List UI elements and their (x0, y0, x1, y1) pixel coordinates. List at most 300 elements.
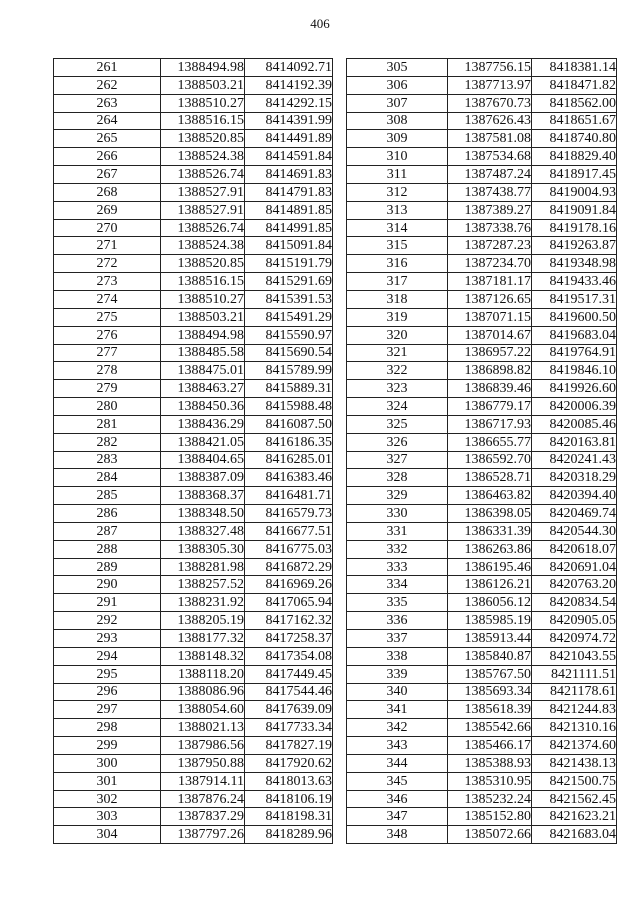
table-row (54, 754, 333, 772)
page-number: 406 (310, 16, 330, 31)
point-number-cell: 345 (347, 772, 448, 790)
x-coordinate-cell: 1385232.24 (448, 790, 532, 808)
point-number-cell: 327 (347, 451, 448, 469)
y-coordinate-cell: 8421500.75 (532, 772, 617, 790)
table-row (54, 183, 333, 201)
point-number-cell: 262 (54, 76, 161, 94)
x-coordinate-cell: 1386263.86 (448, 540, 532, 558)
point-number-cell: 274 (54, 290, 161, 308)
y-coordinate-cell: 8421310.16 (532, 719, 617, 737)
y-coordinate-cell: 8420974.72 (532, 630, 617, 648)
point-number-cell: 286 (54, 505, 161, 523)
x-coordinate-cell: 1385985.19 (448, 612, 532, 630)
x-coordinate-cell: 1388148.32 (161, 647, 245, 665)
y-coordinate-cell: 8416186.35 (245, 433, 333, 451)
table-row (347, 166, 617, 184)
point-number-cell: 337 (347, 630, 448, 648)
x-coordinate-cell: 1388526.74 (161, 166, 245, 184)
table-row (347, 308, 617, 326)
table-row (347, 540, 617, 558)
table-row (347, 487, 617, 505)
y-coordinate-cell: 8417258.37 (245, 630, 333, 648)
table-row (54, 380, 333, 398)
point-number-cell: 273 (54, 273, 161, 291)
point-number-cell: 277 (54, 344, 161, 362)
y-coordinate-cell: 8419178.16 (532, 219, 617, 237)
x-coordinate-cell: 1386779.17 (448, 398, 532, 416)
table-row (54, 790, 333, 808)
point-number-cell: 347 (347, 808, 448, 826)
x-coordinate-cell: 1385542.66 (448, 719, 532, 737)
x-coordinate-cell: 1388086.96 (161, 683, 245, 701)
x-coordinate-cell: 1387950.88 (161, 754, 245, 772)
y-coordinate-cell: 8414391.99 (245, 112, 333, 130)
point-number-cell: 328 (347, 469, 448, 487)
table-row (54, 665, 333, 683)
x-coordinate-cell: 1388524.38 (161, 237, 245, 255)
y-coordinate-cell: 8417354.08 (245, 647, 333, 665)
x-coordinate-cell: 1387837.29 (161, 808, 245, 826)
x-coordinate-cell: 1388494.98 (161, 326, 245, 344)
y-coordinate-cell: 8416969.26 (245, 576, 333, 594)
y-coordinate-cell: 8414891.85 (245, 201, 333, 219)
y-coordinate-cell: 8415690.54 (245, 344, 333, 362)
table-row (347, 665, 617, 683)
point-number-cell: 306 (347, 76, 448, 94)
x-coordinate-cell: 1388368.37 (161, 487, 245, 505)
point-number-cell: 303 (54, 808, 161, 826)
table-row (347, 183, 617, 201)
point-number-cell: 334 (347, 576, 448, 594)
table-row (347, 737, 617, 755)
x-coordinate-cell: 1388177.32 (161, 630, 245, 648)
point-number-cell: 295 (54, 665, 161, 683)
point-number-cell: 309 (347, 130, 448, 148)
y-coordinate-cell: 8417733.34 (245, 719, 333, 737)
y-coordinate-cell: 8415789.99 (245, 362, 333, 380)
x-coordinate-cell: 1388494.98 (161, 59, 245, 77)
x-coordinate-cell: 1385072.66 (448, 826, 532, 844)
table-row (54, 130, 333, 148)
point-number-cell: 340 (347, 683, 448, 701)
point-number-cell: 307 (347, 94, 448, 112)
x-coordinate-cell: 1388463.27 (161, 380, 245, 398)
y-coordinate-cell: 8416383.46 (245, 469, 333, 487)
y-coordinate-cell: 8419846.10 (532, 362, 617, 380)
point-number-cell: 313 (347, 201, 448, 219)
point-number-cell: 320 (347, 326, 448, 344)
x-coordinate-cell: 1387986.56 (161, 737, 245, 755)
point-number-cell: 300 (54, 754, 161, 772)
table-row (54, 94, 333, 112)
table-row (54, 219, 333, 237)
y-coordinate-cell: 8421683.04 (532, 826, 617, 844)
x-coordinate-cell: 1388404.65 (161, 451, 245, 469)
y-coordinate-cell: 8418471.82 (532, 76, 617, 94)
point-number-cell: 278 (54, 362, 161, 380)
x-coordinate-cell: 1388257.52 (161, 576, 245, 594)
table-row (54, 326, 333, 344)
x-coordinate-cell: 1385693.34 (448, 683, 532, 701)
point-number-cell: 317 (347, 273, 448, 291)
y-coordinate-cell: 8420469.74 (532, 505, 617, 523)
table-row (54, 701, 333, 719)
table-row (347, 594, 617, 612)
y-coordinate-cell: 8417920.62 (245, 754, 333, 772)
point-number-cell: 265 (54, 130, 161, 148)
table-row (347, 326, 617, 344)
point-number-cell: 267 (54, 166, 161, 184)
y-coordinate-cell: 8418740.80 (532, 130, 617, 148)
table-row (347, 719, 617, 737)
point-number-cell: 314 (347, 219, 448, 237)
y-coordinate-cell: 8417827.19 (245, 737, 333, 755)
y-coordinate-cell: 8414991.85 (245, 219, 333, 237)
point-number-cell: 326 (347, 433, 448, 451)
y-coordinate-cell: 8414591.84 (245, 148, 333, 166)
table-row (347, 505, 617, 523)
point-number-cell: 290 (54, 576, 161, 594)
y-coordinate-cell: 8416677.51 (245, 522, 333, 540)
point-number-cell: 266 (54, 148, 161, 166)
point-number-cell: 341 (347, 701, 448, 719)
x-coordinate-cell: 1388205.19 (161, 612, 245, 630)
y-coordinate-cell: 8416872.29 (245, 558, 333, 576)
x-coordinate-cell: 1385767.50 (448, 665, 532, 683)
table-row (347, 790, 617, 808)
table-row (54, 201, 333, 219)
y-coordinate-cell: 8419091.84 (532, 201, 617, 219)
y-coordinate-cell: 8418651.67 (532, 112, 617, 130)
y-coordinate-cell: 8420394.40 (532, 487, 617, 505)
x-coordinate-cell: 1386839.46 (448, 380, 532, 398)
y-coordinate-cell: 8416775.03 (245, 540, 333, 558)
point-number-cell: 311 (347, 166, 448, 184)
table-row (54, 647, 333, 665)
table-row (347, 683, 617, 701)
table-row (347, 130, 617, 148)
table-row (347, 76, 617, 94)
x-coordinate-cell: 1386195.46 (448, 558, 532, 576)
table-row (347, 522, 617, 540)
table-row (347, 219, 617, 237)
y-coordinate-cell: 8419926.60 (532, 380, 617, 398)
point-number-cell: 282 (54, 433, 161, 451)
table-row (54, 290, 333, 308)
point-number-cell: 263 (54, 94, 161, 112)
table-row (54, 630, 333, 648)
table-row (54, 308, 333, 326)
x-coordinate-cell: 1385152.80 (448, 808, 532, 826)
y-coordinate-cell: 8419433.46 (532, 273, 617, 291)
point-number-cell: 281 (54, 415, 161, 433)
x-coordinate-cell: 1388520.85 (161, 255, 245, 273)
y-coordinate-cell: 8420691.04 (532, 558, 617, 576)
y-coordinate-cell: 8418381.14 (532, 59, 617, 77)
x-coordinate-cell: 1387234.70 (448, 255, 532, 273)
point-number-cell: 319 (347, 308, 448, 326)
point-number-cell: 264 (54, 112, 161, 130)
point-number-cell: 342 (347, 719, 448, 737)
x-coordinate-cell: 1387756.15 (448, 59, 532, 77)
y-coordinate-cell: 8420163.81 (532, 433, 617, 451)
point-number-cell: 270 (54, 219, 161, 237)
x-coordinate-cell: 1388527.91 (161, 183, 245, 201)
table-row (54, 344, 333, 362)
table-row (54, 522, 333, 540)
y-coordinate-cell: 8419004.93 (532, 183, 617, 201)
table-row (347, 612, 617, 630)
x-coordinate-cell: 1386528.71 (448, 469, 532, 487)
table-row (347, 469, 617, 487)
y-coordinate-cell: 8420085.46 (532, 415, 617, 433)
point-number-cell: 285 (54, 487, 161, 505)
y-coordinate-cell: 8420905.05 (532, 612, 617, 630)
y-coordinate-cell: 8417162.32 (245, 612, 333, 630)
table-row (347, 344, 617, 362)
y-coordinate-cell: 8415889.31 (245, 380, 333, 398)
y-coordinate-cell: 8417544.46 (245, 683, 333, 701)
x-coordinate-cell: 1387914.11 (161, 772, 245, 790)
table-row (347, 59, 617, 77)
x-coordinate-cell: 1387670.73 (448, 94, 532, 112)
x-coordinate-cell: 1387014.67 (448, 326, 532, 344)
x-coordinate-cell: 1388520.85 (161, 130, 245, 148)
table-row (347, 415, 617, 433)
table-row (54, 362, 333, 380)
y-coordinate-cell: 8418106.19 (245, 790, 333, 808)
point-number-cell: 323 (347, 380, 448, 398)
y-coordinate-cell: 8421043.55 (532, 647, 617, 665)
x-coordinate-cell: 1388021.13 (161, 719, 245, 737)
y-coordinate-cell: 8414192.39 (245, 76, 333, 94)
table-row (54, 398, 333, 416)
table-row (54, 451, 333, 469)
x-coordinate-cell: 1388327.48 (161, 522, 245, 540)
point-number-cell: 344 (347, 754, 448, 772)
table-row (54, 540, 333, 558)
y-coordinate-cell: 8420241.43 (532, 451, 617, 469)
point-number-cell: 312 (347, 183, 448, 201)
y-coordinate-cell: 8421244.83 (532, 701, 617, 719)
point-number-cell: 318 (347, 290, 448, 308)
y-coordinate-cell: 8418198.31 (245, 808, 333, 826)
table-row (347, 398, 617, 416)
x-coordinate-cell: 1387876.24 (161, 790, 245, 808)
y-coordinate-cell: 8415291.69 (245, 273, 333, 291)
y-coordinate-cell: 8416579.73 (245, 505, 333, 523)
y-coordinate-cell: 8415191.79 (245, 255, 333, 273)
y-coordinate-cell: 8416285.01 (245, 451, 333, 469)
table-row (54, 612, 333, 630)
point-number-cell: 324 (347, 398, 448, 416)
x-coordinate-cell: 1388524.38 (161, 148, 245, 166)
y-coordinate-cell: 8419263.87 (532, 237, 617, 255)
table-row (347, 808, 617, 826)
x-coordinate-cell: 1387338.76 (448, 219, 532, 237)
x-coordinate-cell: 1387438.77 (448, 183, 532, 201)
point-number-cell: 338 (347, 647, 448, 665)
x-coordinate-cell: 1386957.22 (448, 344, 532, 362)
table-row (347, 701, 617, 719)
table-row (54, 719, 333, 737)
point-number-cell: 292 (54, 612, 161, 630)
y-coordinate-cell: 8418917.45 (532, 166, 617, 184)
x-coordinate-cell: 1388387.09 (161, 469, 245, 487)
y-coordinate-cell: 8419348.98 (532, 255, 617, 273)
point-number-cell: 310 (347, 148, 448, 166)
x-coordinate-cell: 1387126.65 (448, 290, 532, 308)
table-row (54, 576, 333, 594)
table-row (347, 576, 617, 594)
table-row (347, 380, 617, 398)
table-row (347, 647, 617, 665)
x-coordinate-cell: 1386655.77 (448, 433, 532, 451)
y-coordinate-cell: 8420318.29 (532, 469, 617, 487)
y-coordinate-cell: 8417639.09 (245, 701, 333, 719)
table-row (347, 772, 617, 790)
x-coordinate-cell: 1387389.27 (448, 201, 532, 219)
y-coordinate-cell: 8414691.83 (245, 166, 333, 184)
y-coordinate-cell: 8419764.91 (532, 344, 617, 362)
point-number-cell: 302 (54, 790, 161, 808)
table-row (54, 469, 333, 487)
point-number-cell: 301 (54, 772, 161, 790)
table-row (54, 433, 333, 451)
y-coordinate-cell: 8418013.63 (245, 772, 333, 790)
x-coordinate-cell: 1388421.05 (161, 433, 245, 451)
point-number-cell: 315 (347, 237, 448, 255)
y-coordinate-cell: 8415391.53 (245, 290, 333, 308)
x-coordinate-cell: 1388348.50 (161, 505, 245, 523)
point-number-cell: 322 (347, 362, 448, 380)
point-number-cell: 261 (54, 59, 161, 77)
point-number-cell: 287 (54, 522, 161, 540)
point-number-cell: 280 (54, 398, 161, 416)
x-coordinate-cell: 1387071.15 (448, 308, 532, 326)
table-row (54, 826, 333, 844)
point-number-cell: 269 (54, 201, 161, 219)
point-number-cell: 293 (54, 630, 161, 648)
x-coordinate-cell: 1386331.39 (448, 522, 532, 540)
x-coordinate-cell: 1385618.39 (448, 701, 532, 719)
point-number-cell: 297 (54, 701, 161, 719)
table-row (54, 59, 333, 77)
table-row (347, 94, 617, 112)
x-coordinate-cell: 1388510.27 (161, 94, 245, 112)
table-row (347, 558, 617, 576)
point-number-cell: 343 (347, 737, 448, 755)
point-number-cell: 333 (347, 558, 448, 576)
x-coordinate-cell: 1388510.27 (161, 290, 245, 308)
x-coordinate-cell: 1386592.70 (448, 451, 532, 469)
coordinates-table-right (346, 58, 617, 844)
point-number-cell: 283 (54, 451, 161, 469)
y-coordinate-cell: 8417449.45 (245, 665, 333, 683)
table-row (54, 558, 333, 576)
table-row (347, 255, 617, 273)
table-row (54, 415, 333, 433)
y-coordinate-cell: 8414092.71 (245, 59, 333, 77)
point-number-cell: 284 (54, 469, 161, 487)
x-coordinate-cell: 1388516.15 (161, 273, 245, 291)
x-coordinate-cell: 1387534.68 (448, 148, 532, 166)
point-number-cell: 279 (54, 380, 161, 398)
x-coordinate-cell: 1388485.58 (161, 344, 245, 362)
point-number-cell: 268 (54, 183, 161, 201)
y-coordinate-cell: 8420834.54 (532, 594, 617, 612)
table-row (54, 273, 333, 291)
point-number-cell: 330 (347, 505, 448, 523)
table-row (347, 362, 617, 380)
x-coordinate-cell: 1388118.20 (161, 665, 245, 683)
y-coordinate-cell: 8421178.61 (532, 683, 617, 701)
point-number-cell: 271 (54, 237, 161, 255)
table-row (347, 630, 617, 648)
y-coordinate-cell: 8421562.45 (532, 790, 617, 808)
point-number-cell: 308 (347, 112, 448, 130)
point-number-cell: 275 (54, 308, 161, 326)
point-number-cell: 336 (347, 612, 448, 630)
y-coordinate-cell: 8419600.50 (532, 308, 617, 326)
table-row (347, 433, 617, 451)
table-row (347, 237, 617, 255)
table-row (54, 737, 333, 755)
table-row (54, 683, 333, 701)
point-number-cell: 335 (347, 594, 448, 612)
point-number-cell: 272 (54, 255, 161, 273)
x-coordinate-cell: 1388054.60 (161, 701, 245, 719)
x-coordinate-cell: 1388503.21 (161, 76, 245, 94)
table-row (54, 808, 333, 826)
table-row (347, 201, 617, 219)
table-row (347, 754, 617, 772)
table-row (54, 505, 333, 523)
table-row (54, 112, 333, 130)
y-coordinate-cell: 8415491.29 (245, 308, 333, 326)
point-number-cell: 348 (347, 826, 448, 844)
x-coordinate-cell: 1387626.43 (448, 112, 532, 130)
y-coordinate-cell: 8414292.15 (245, 94, 333, 112)
table-row (54, 237, 333, 255)
x-coordinate-cell: 1387713.97 (448, 76, 532, 94)
y-coordinate-cell: 8415590.97 (245, 326, 333, 344)
x-coordinate-cell: 1385310.95 (448, 772, 532, 790)
x-coordinate-cell: 1387797.26 (161, 826, 245, 844)
x-coordinate-cell: 1388516.15 (161, 112, 245, 130)
point-number-cell: 299 (54, 737, 161, 755)
x-coordinate-cell: 1388527.91 (161, 201, 245, 219)
point-number-cell: 289 (54, 558, 161, 576)
table-row (54, 772, 333, 790)
y-coordinate-cell: 8420618.07 (532, 540, 617, 558)
point-number-cell: 298 (54, 719, 161, 737)
x-coordinate-cell: 1388503.21 (161, 308, 245, 326)
x-coordinate-cell: 1385388.93 (448, 754, 532, 772)
x-coordinate-cell: 1386717.93 (448, 415, 532, 433)
x-coordinate-cell: 1386126.21 (448, 576, 532, 594)
x-coordinate-cell: 1386463.82 (448, 487, 532, 505)
x-coordinate-cell: 1385840.87 (448, 647, 532, 665)
y-coordinate-cell: 8420006.39 (532, 398, 617, 416)
y-coordinate-cell: 8417065.94 (245, 594, 333, 612)
point-number-cell: 329 (347, 487, 448, 505)
x-coordinate-cell: 1387287.23 (448, 237, 532, 255)
table-row (54, 594, 333, 612)
point-number-cell: 339 (347, 665, 448, 683)
x-coordinate-cell: 1385466.17 (448, 737, 532, 755)
table-row (54, 255, 333, 273)
